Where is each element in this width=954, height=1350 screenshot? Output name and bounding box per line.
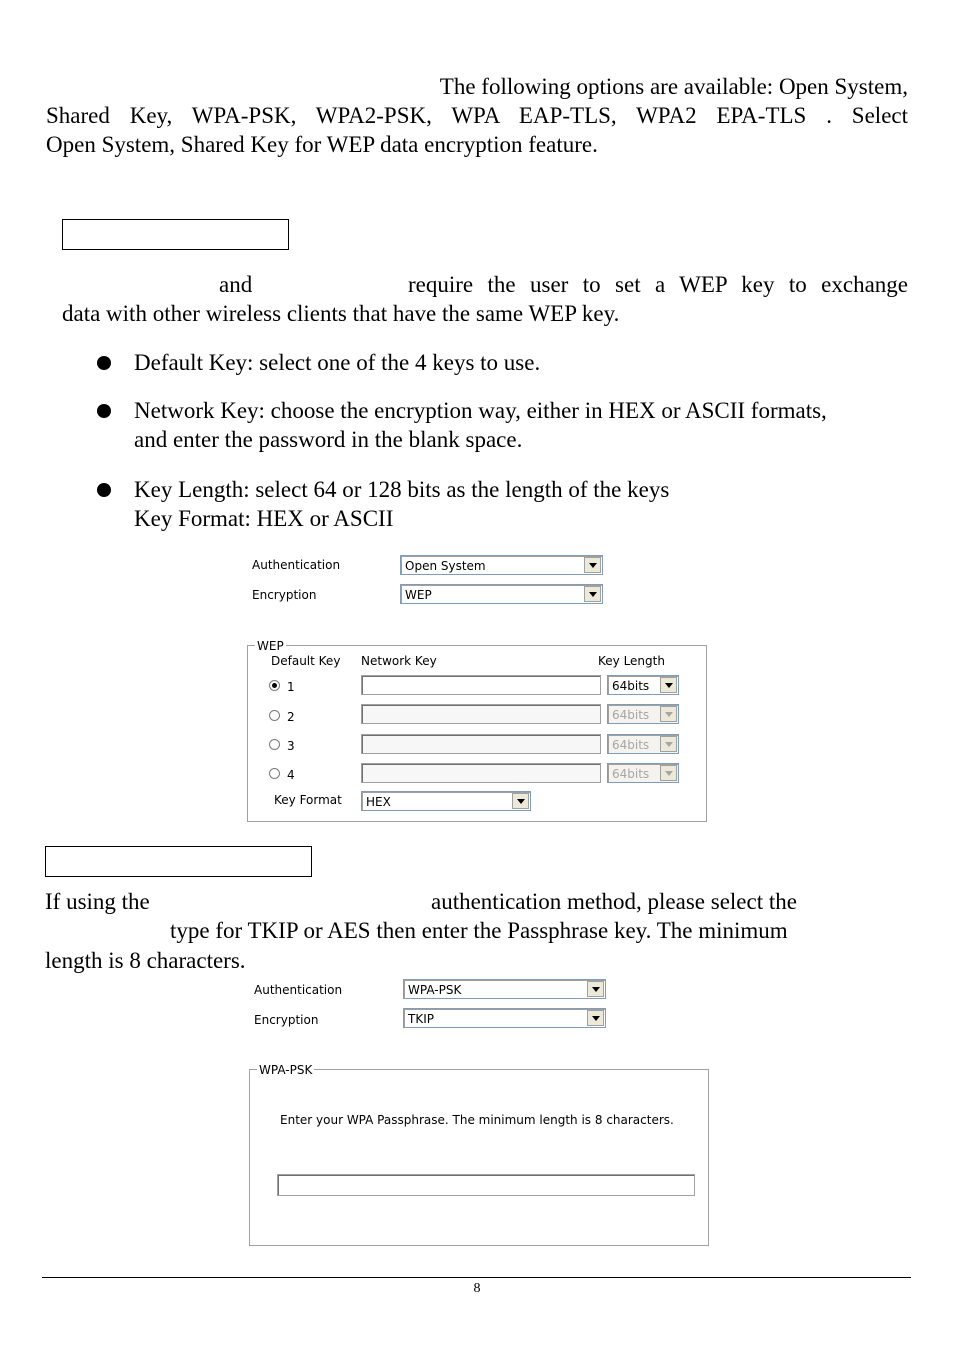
psk-para-line-3: length is 8 characters. — [45, 948, 246, 973]
passphrase-input[interactable] — [277, 1174, 695, 1196]
default-key-number: 3 — [287, 739, 295, 753]
key-length-value: 64bits — [612, 679, 650, 693]
chevron-down-icon[interactable] — [660, 765, 677, 781]
default-key-radio-1[interactable] — [269, 680, 280, 691]
default-key-radio-4[interactable] — [269, 768, 280, 779]
bullet-default-key: Default Key: select one of the 4 keys to use. — [134, 350, 541, 375]
bullet-network-key-line-1: Network Key: choose the encryption way, either in HEX or ASCII formats, — [134, 398, 827, 423]
wpa-psk-dialog — [240, 972, 715, 1252]
intro-paragraph — [46, 72, 908, 159]
bullet-key-length-line-1: Key Length: select 64 or 128 bits as the length of the keys — [134, 477, 670, 502]
key-length-select-1[interactable] — [607, 675, 679, 695]
bullet-network-key — [134, 396, 827, 454]
wep-para-and: and — [219, 272, 253, 297]
authentication-select[interactable] — [400, 555, 603, 575]
key-length-value: 64bits — [612, 767, 650, 781]
network-key-input-4[interactable] — [361, 763, 601, 783]
key-length-value: 64bits — [612, 738, 650, 752]
key-length-select-3[interactable] — [607, 734, 679, 754]
default-key-number: 4 — [287, 768, 295, 782]
footer-rule — [42, 1277, 911, 1278]
chevron-down-icon[interactable] — [587, 981, 604, 997]
intro-line-2: Shared Key, WPA-PSK, WPA2-PSK, WPA EAP-TLS, WPA2 EPA-TLS . Select — [46, 103, 908, 128]
wpa-psk-group-legend: WPA-PSK — [259, 1063, 313, 1077]
default-key-number: 2 — [287, 710, 295, 724]
key-length-value: 64bits — [612, 708, 650, 722]
authentication-select-value: WPA-PSK — [408, 983, 462, 997]
default-key-radio-3[interactable] — [269, 739, 280, 750]
network-key-input-3[interactable] — [361, 734, 601, 754]
authentication-select-value: Open System — [405, 559, 486, 573]
psk-para-line-2: type for TKIP or AES then enter the Passphrase key. The minimum — [170, 918, 788, 943]
intro-line-1: The following options are available: Open System, — [439, 74, 908, 99]
encryption-label: Encryption — [254, 1013, 319, 1027]
default-key-radio-2[interactable] — [269, 710, 280, 721]
bullet-dot — [97, 483, 111, 497]
wep-para-rest — [408, 270, 908, 299]
key-format-value: HEX — [366, 795, 391, 809]
key-length-header: Key Length — [598, 654, 665, 668]
bullet-key-length — [134, 475, 669, 533]
chevron-down-icon[interactable] — [660, 677, 677, 693]
key-format-select[interactable] — [361, 791, 531, 811]
encryption-label: Encryption — [252, 588, 317, 602]
authentication-label: Authentication — [254, 983, 343, 997]
chevron-down-icon[interactable] — [660, 706, 677, 722]
wep-para-rest-text: require the user to set a WEP key to exchange — [408, 272, 908, 297]
encryption-select[interactable] — [403, 1008, 606, 1028]
wep-dialog — [240, 548, 715, 828]
bullet-network-key-line-2: and enter the password in the blank space. — [134, 427, 523, 452]
default-key-number: 1 — [287, 680, 295, 694]
bullet-dot — [97, 404, 111, 418]
encryption-select[interactable] — [400, 584, 603, 604]
bullet-key-format-line: Key Format: HEX or ASCII — [134, 506, 394, 531]
network-key-header: Network Key — [361, 654, 437, 668]
bullet-dot — [97, 356, 111, 370]
wpa-psk-heading-box — [45, 846, 312, 877]
wep-para-line-2: data with other wireless clients that have the same WEP key. — [62, 301, 620, 326]
chevron-down-icon[interactable] — [584, 557, 601, 573]
authentication-select[interactable] — [403, 979, 606, 999]
wep-heading-box — [62, 219, 289, 250]
encryption-select-value: WEP — [405, 588, 432, 602]
wep-group-legend: WEP — [257, 639, 284, 653]
psk-para-line-1-end: authentication method, please select the — [431, 889, 797, 914]
passphrase-instruction: Enter your WPA Passphrase. The minimum length is 8 characters. — [280, 1113, 674, 1127]
key-length-select-2[interactable] — [607, 704, 679, 724]
key-format-label: Key Format — [274, 793, 342, 807]
psk-para-line-1-start: If using the — [45, 889, 150, 914]
network-key-input-2[interactable] — [361, 704, 601, 724]
page-number: 8 — [473, 1281, 481, 1296]
network-key-input-1[interactable] — [361, 675, 601, 695]
default-key-header: Default Key — [271, 654, 341, 668]
chevron-down-icon[interactable] — [660, 736, 677, 752]
key-length-select-4[interactable] — [607, 763, 679, 783]
encryption-select-value: TKIP — [408, 1012, 434, 1026]
intro-line-3: Open System, Shared Key for WEP data encryption feature. — [46, 132, 598, 157]
chevron-down-icon[interactable] — [512, 793, 529, 809]
authentication-label: Authentication — [252, 558, 341, 572]
wpa-psk-group — [249, 1069, 709, 1246]
chevron-down-icon[interactable] — [587, 1010, 604, 1026]
chevron-down-icon[interactable] — [584, 586, 601, 602]
